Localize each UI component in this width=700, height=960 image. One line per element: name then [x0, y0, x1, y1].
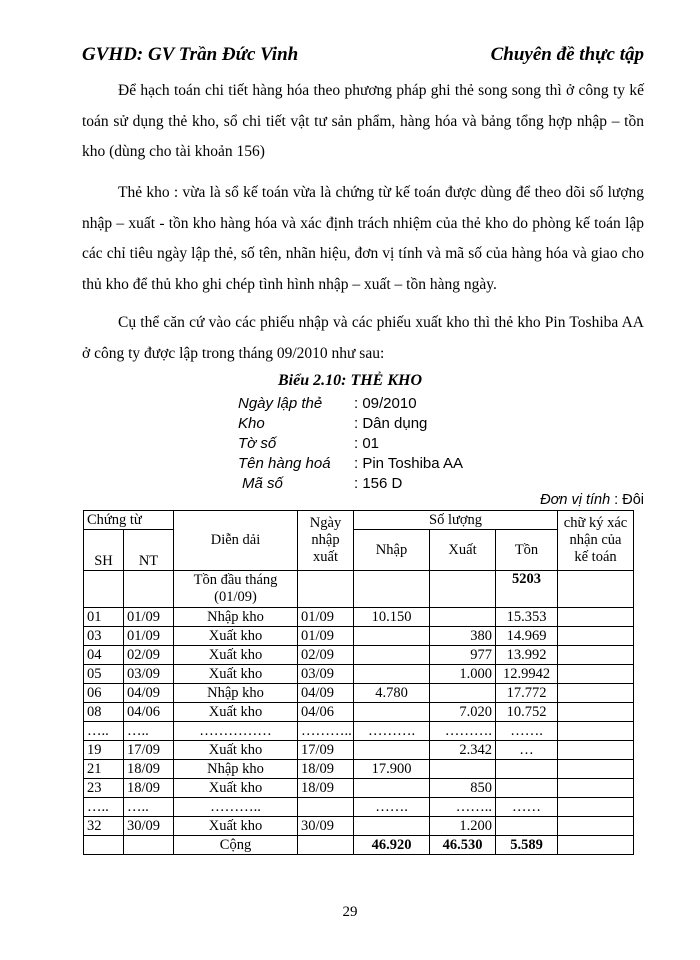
cell-ton: 13.992: [496, 646, 558, 665]
table-row: [84, 779, 634, 798]
cell-date: 03/09: [298, 665, 354, 684]
meta-label: Kho: [238, 415, 265, 432]
table-row: [84, 608, 634, 627]
cell-date: 30/09: [298, 817, 354, 836]
cell-xuat: 7.020: [430, 703, 496, 722]
table-row: [84, 665, 634, 684]
cell-sign: [558, 571, 634, 608]
cell-xuat: 2.342: [430, 741, 496, 760]
cell-date: 17/09: [298, 741, 354, 760]
cell-xuat: 1.000: [430, 665, 496, 684]
meta-row: [238, 454, 463, 474]
cell-desc: ……………: [174, 722, 298, 741]
cell-date: 02/09: [298, 646, 354, 665]
cell-sign: [558, 798, 634, 817]
cell-xuat: 380: [430, 627, 496, 646]
cell-xuat: [430, 608, 496, 627]
meta-label: Tờ số: [238, 435, 277, 452]
cell-nt: 04/06: [124, 703, 174, 722]
meta-value: : 156 D: [354, 475, 403, 492]
table-row: [84, 722, 634, 741]
header-left: GVHD: GV Trần Đức Vinh: [82, 44, 299, 65]
cell-ton: [496, 817, 558, 836]
cell-sh: 23: [84, 779, 124, 798]
cell-sign: [558, 722, 634, 741]
table-row: [84, 684, 634, 703]
cell-ton: 14.969: [496, 627, 558, 646]
cell-xuat: 977: [430, 646, 496, 665]
cell-ton: ……: [496, 798, 558, 817]
col-sh: SH: [84, 530, 124, 571]
cell-nhap: [354, 779, 430, 798]
cell-ton: [496, 760, 558, 779]
cell-ton: 5203: [496, 571, 558, 608]
cell-nhap: ……….: [354, 722, 430, 741]
cell-nt: …..: [124, 798, 174, 817]
total-nhap: 46.920: [354, 836, 430, 855]
cell-ton: …….: [496, 722, 558, 741]
total-row: [84, 836, 634, 855]
cell-nhap: 10.150: [354, 608, 430, 627]
cell-sh: 06: [84, 684, 124, 703]
cell-desc: Nhập kho: [174, 760, 298, 779]
cell-sign: [558, 779, 634, 798]
cell-nt: 17/09: [124, 741, 174, 760]
col-chu-ky: chữ ký xác nhận của kế toán: [558, 511, 634, 571]
header-row: [84, 530, 634, 571]
table-row: [84, 760, 634, 779]
cell-nt: 30/09: [124, 817, 174, 836]
page-number: 29: [342, 904, 358, 920]
header-right: Chuyên đề thực tập: [490, 44, 644, 65]
stock-card-table: [83, 510, 634, 855]
cell-sign: [558, 665, 634, 684]
cell-sh: …..: [84, 798, 124, 817]
cell-desc: Xuất kho: [174, 741, 298, 760]
meta-value: : 09/2010: [354, 395, 417, 412]
cell-date: 18/09: [298, 760, 354, 779]
cell-date: 01/09: [298, 627, 354, 646]
col-nt: NT: [124, 530, 174, 571]
cell-sign: [558, 646, 634, 665]
cell-desc: ………..: [174, 798, 298, 817]
cell-nt: 03/09: [124, 665, 174, 684]
meta-label: Ngày lập thẻ: [238, 395, 323, 412]
cell-xuat: [430, 760, 496, 779]
cell-xuat: 850: [430, 779, 496, 798]
cell-sign: [558, 608, 634, 627]
cell-ton: 17.772: [496, 684, 558, 703]
paragraph-2: Thẻ kho : vừa là sổ kế toán vừa là chứng từ kế toán được dùng để theo dõi số lượng nhập – xuất - tồn kho hàng hóa và xác định trách nhiệm của thẻ kho do phòng kế toán lập các chỉ tiêu ngày lập thẻ, số tên, nhãn hiệu, đơn vị tính và mã số của hàng hóa và giao cho thủ kho để thủ kho ghi chép tình hình nhập – xuất – tồn hàng ngày.: [82, 184, 644, 293]
col-xuat: Xuất: [430, 530, 496, 571]
cell-sh: 01: [84, 608, 124, 627]
table-row: [84, 703, 634, 722]
cell-nt: 01/09: [124, 608, 174, 627]
cell-xuat: 1.200: [430, 817, 496, 836]
cell-nhap: [354, 665, 430, 684]
cell-ton: …: [496, 741, 558, 760]
cell-sh: 08: [84, 703, 124, 722]
cell-nhap: [354, 817, 430, 836]
table-row: [84, 646, 634, 665]
cell-nt: 04/09: [124, 684, 174, 703]
cell-nhap: [354, 627, 430, 646]
cell-nhap: [354, 646, 430, 665]
col-nhap: Nhập: [354, 530, 430, 571]
cell-nhap: 17.900: [354, 760, 430, 779]
cell-nt: 01/09: [124, 627, 174, 646]
cell-sign: [558, 684, 634, 703]
meta-label: Tên hàng hoá: [238, 455, 331, 472]
col-so-luong: Số lượng: [354, 511, 558, 530]
cell-desc: Tồn đầu tháng (01/09): [174, 571, 298, 608]
cell-sh: [84, 571, 124, 608]
cell-xuat: ……….: [430, 722, 496, 741]
cell-date: 18/09: [298, 779, 354, 798]
table-row: [84, 798, 634, 817]
meta-label: Mã số: [242, 475, 283, 492]
cell-date: 04/09: [298, 684, 354, 703]
cell-desc: Xuất kho: [174, 627, 298, 646]
meta-value: : 01: [354, 435, 380, 452]
col-dien-dai: Diễn dải: [174, 511, 298, 571]
col-ngay: Ngày nhập xuất: [298, 511, 354, 571]
col-ton: Tồn: [496, 530, 558, 571]
cell-desc: Xuất kho: [174, 646, 298, 665]
total-ton: 5.589: [496, 836, 558, 855]
cell-xuat: [430, 571, 496, 608]
cell-nhap: 4.780: [354, 684, 430, 703]
cell-desc: Xuất kho: [174, 779, 298, 798]
meta-row: [238, 434, 463, 454]
cell-date: [298, 836, 354, 855]
cell-desc: Xuất kho: [174, 703, 298, 722]
table-row: [84, 817, 634, 836]
col-chung-tu: Chứng từ: [84, 511, 174, 530]
cell-sign: [558, 627, 634, 646]
cell-date: 04/06: [298, 703, 354, 722]
paragraph-1: Để hạch toán chi tiết hàng hóa theo phương pháp ghi thẻ song song thì ở công ty kế toán sử dụng thẻ kho, sổ chi tiết vật tư sản phẩm, hàng hóa và bảng tổng hợp nhập – tồn kho (dùng cho tài khoản 156): [82, 82, 644, 160]
cell-nt: 18/09: [124, 760, 174, 779]
cell-nhap: [354, 741, 430, 760]
unit-of-measure: [540, 492, 644, 508]
cell-nt: 02/09: [124, 646, 174, 665]
table-row: [84, 627, 634, 646]
cell-date: 01/09: [298, 608, 354, 627]
cell-sign: [558, 703, 634, 722]
card-title: Biểu 2.10: THẺ KHO: [278, 372, 423, 389]
cell-nt: 18/09: [124, 779, 174, 798]
cell-desc: Nhập kho: [174, 608, 298, 627]
total-label: Cộng: [174, 836, 298, 855]
cell-desc: Xuất kho: [174, 817, 298, 836]
cell-sign: [558, 760, 634, 779]
meta-row: [238, 474, 463, 494]
cell-nhap: [354, 571, 430, 608]
meta-value: : Dân dụng: [354, 415, 428, 432]
cell-sh: [84, 836, 124, 855]
total-xuat: 46.530: [430, 836, 496, 855]
table-row: [84, 741, 634, 760]
cell-nhap: [354, 703, 430, 722]
opening-row: [84, 571, 634, 608]
cell-ton: 15.353: [496, 608, 558, 627]
unit-value: : Đôi: [610, 492, 644, 508]
cell-ton: [496, 779, 558, 798]
cell-sh: …..: [84, 722, 124, 741]
meta-row: [238, 394, 463, 414]
cell-sh: 04: [84, 646, 124, 665]
cell-ton: 12.9942: [496, 665, 558, 684]
cell-nt: [124, 571, 174, 608]
cell-date: [298, 798, 354, 817]
cell-date: [298, 571, 354, 608]
cell-xuat: [430, 684, 496, 703]
cell-desc: Nhập kho: [174, 684, 298, 703]
paragraph-3: Cụ thể căn cứ vào các phiếu nhập và các phiếu xuất kho thì thẻ kho Pin Toshiba AA ở công ty được lập trong tháng 09/2010 như sau:: [82, 314, 644, 362]
meta-row: [238, 414, 463, 434]
cell-sh: 19: [84, 741, 124, 760]
cell-sign: [558, 741, 634, 760]
cell-nhap: …….: [354, 798, 430, 817]
cell-sh: 21: [84, 760, 124, 779]
cell-nt: [124, 836, 174, 855]
cell-nt: …..: [124, 722, 174, 741]
cell-sh: 03: [84, 627, 124, 646]
cell-sh: 32: [84, 817, 124, 836]
cell-sign: [558, 836, 634, 855]
cell-xuat: ……..: [430, 798, 496, 817]
cell-sh: 05: [84, 665, 124, 684]
cell-ton: 10.752: [496, 703, 558, 722]
card-meta: [238, 394, 463, 494]
unit-label: Đơn vị tính: [540, 492, 611, 508]
cell-date: ………..: [298, 722, 354, 741]
cell-sign: [558, 817, 634, 836]
cell-desc: Xuất kho: [174, 665, 298, 684]
meta-value: : Pin Toshiba AA: [354, 455, 463, 472]
header-row: [84, 511, 634, 530]
